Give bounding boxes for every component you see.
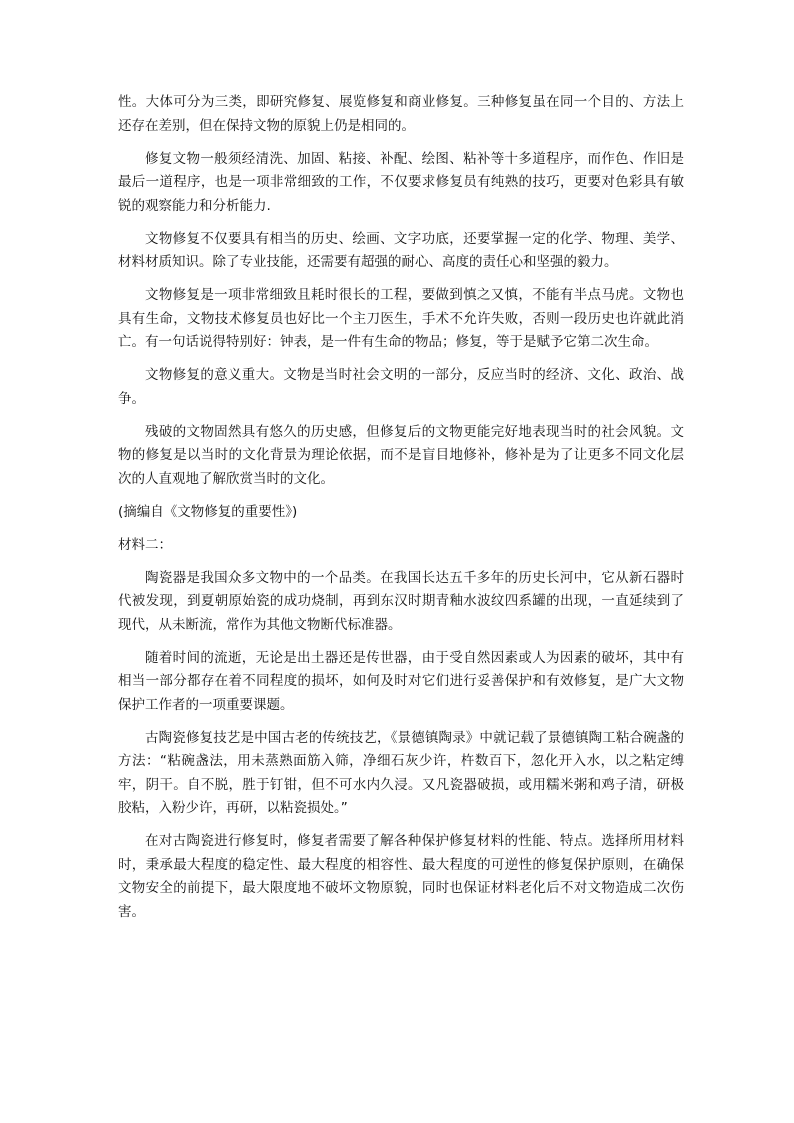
paragraph-ceramics-history: 陶瓷器是我国众多文物中的一个品类。在我国长达五千多年的历史长河中，它从新石器时代被发现，到夏朝原始瓷的成功烧制，再到东汉时期青釉水波纹四系罐的出现，一直延续到了现代，从未断流，常作为其他文物断代标准器。	[118, 569, 684, 633]
document-body	[118, 91, 684, 934]
paragraph-restoration-procedure: 修复文物一般须经清洗、加固、粘接、补配、绘图、粘补等十多道程序，而作色、作旧是最后一道程序，也是一项非常细致的工作，不仅要求修复员有纯熟的技巧，更要对色彩具有敏锐的观察能力和分析能力.	[118, 150, 684, 214]
paragraph-ceramics-damage: 随着时间的流逝，无论是出土器还是传世器，由于受自然因素或人为因素的破坏，其中有相当一部分都存在着不同程度的损坏，如何及时对它们进行妥善保护和有效修复，是广大文物保护工作者的一项重要课题。	[118, 649, 684, 713]
paragraph-restorer-knowledge: 文物修复不仅要具有相当的历史、绘画、文字功底，还要掌握一定的化学、物理、美学、材料材质知识。除了专业技能，还需要有超强的耐心、高度的责任心和坚强的毅力。	[118, 230, 684, 270]
paragraph-intro-continued: 性。大体可分为三类，即研究修复、展览修复和商业修复。三种修复虽在同一个目的、方法上还存在差别，但在保持文物的原貌上仍是相同的。	[118, 94, 684, 134]
section-heading-material-two: 材料二：	[118, 536, 172, 553]
paragraph-material-principles: 在对古陶瓷进行修复时，修复者需要了解各种保护修复材料的性能、特点。选择所用材料时，秉承最大程度的稳定性、最大程度的相容性、最大程度的可逆性的修复保护原则，在确保文物安全的前提下，最大限度地不破坏文物原貌，同时也保证材料老化后不对文物造成二次伤害。	[118, 833, 684, 920]
source-citation: (摘编自《文物修复的重要性》)	[118, 503, 298, 520]
paragraph-significance: 文物修复的意义重大。文物是当时社会文明的一部分，反应当时的经济、文化、政治、战争。	[118, 367, 684, 407]
paragraph-careful-work: 文物修复是一项非常细致且耗时很长的工程，要做到慎之又慎，不能有半点马虎。文物也具有生命，文物技术修复员也好比一个主刀医生，手术不允许失败，否则一段历史也许就此消亡。有一句话说得特别好：钟表，是一件有生命的物品；修复，等于是赋予它第二次生命。	[118, 287, 684, 350]
paragraph-traditional-technique: 古陶瓷修复技艺是中国古老的传统技艺，《景德镇陶录》中就记载了景德镇陶工粘合碗盏的方法：“粘碗盏法，用未蒸熟面筋入筛，净细石灰少许，杵数百下，忽化开入水，以之粘定缚牢，阴干。自不脱，胜于钉钳，但不可水内久浸。又凡瓷器破损，或用糯米粥和鸡子清，研极胶粘，入粉少许，再研，以粘瓷损处。”	[118, 729, 684, 816]
paragraph-restored-relics: 残破的文物固然具有悠久的历史感，但修复后的文物更能完好地表现当时的社会风貌。文物的修复是以当时的文化背景为理论依据，而不是盲目地修补，修补是为了让更多不同文化层次的人直观地了解欣赏当时的文化。	[118, 423, 684, 487]
